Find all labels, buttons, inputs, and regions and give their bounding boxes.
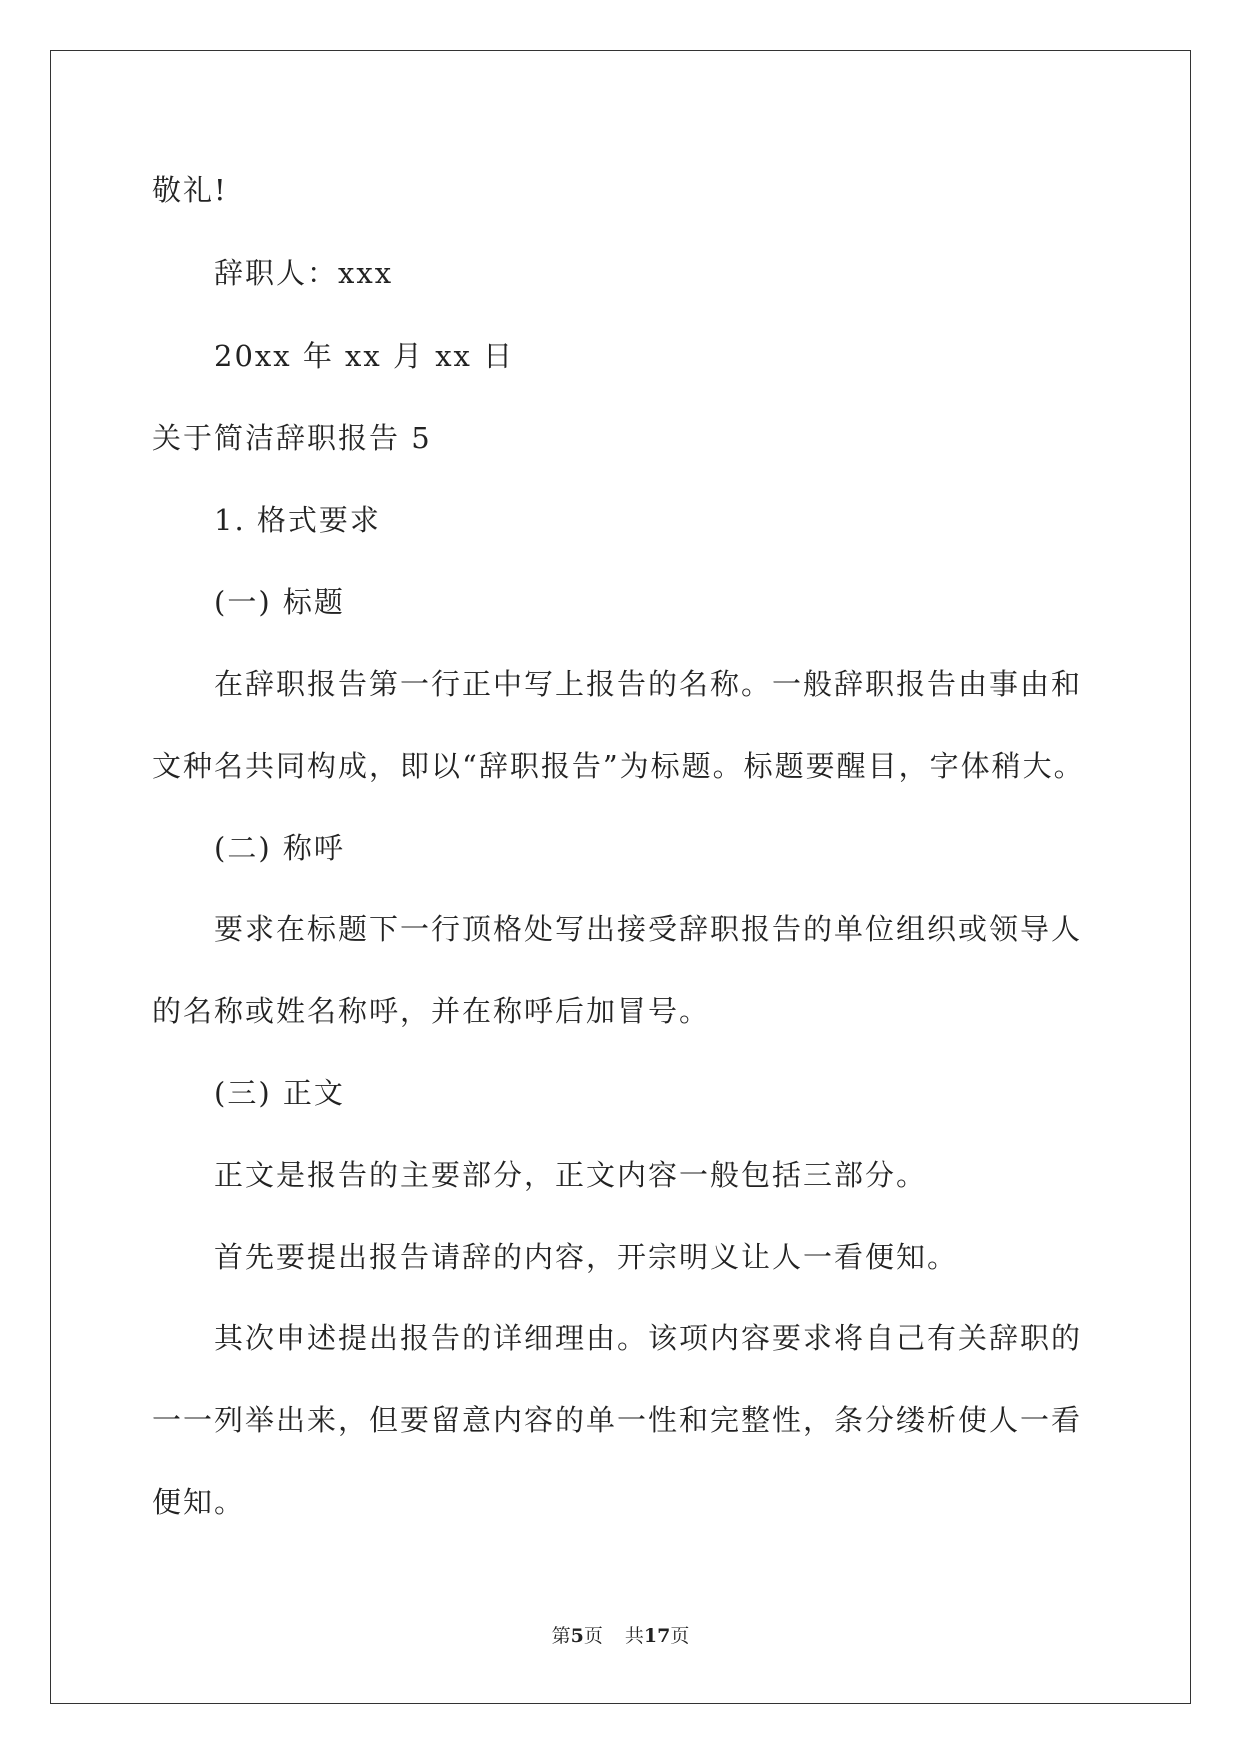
paragraph-line: 正文是报告的主要部分，正文内容一般包括三部分。 — [214, 1158, 928, 1192]
paragraph-line: 首先要提出报告请辞的内容，开宗明义让人一看便知。 — [214, 1240, 959, 1274]
paragraph-line: 文种名共同构成，即以“辞职报告”为标题。标题要醒目，字体稍大。 — [152, 749, 1085, 783]
footer-total-pages: 17 — [643, 1625, 671, 1647]
closing-salutation: 敬礼! — [152, 173, 228, 207]
page-footer — [0, 1624, 1241, 1648]
footer-page-number: 5 — [570, 1625, 584, 1647]
paragraph-line: 便知。 — [152, 1485, 246, 1519]
paragraph-line: 一一列举出来，但要留意内容的单一性和完整性，条分缕析使人一看 — [152, 1403, 1083, 1437]
footer-total-suffix: 页 — [670, 1625, 690, 1647]
paragraph-line: 在辞职报告第一行正中写上报告的名称。一般辞职报告由事由和 — [214, 667, 1083, 701]
subheading-salutation: (二) 称呼 — [214, 831, 345, 865]
paragraph-line: 要求在标题下一行顶格处写出接受辞职报告的单位组织或领导人 — [214, 912, 1083, 946]
paragraph-line: 其次申述提出报告的详细理由。该项内容要求将自己有关辞职的 — [214, 1321, 1083, 1355]
paragraph-line: 的名称或姓名称呼，并在称呼后加冒号。 — [152, 994, 711, 1028]
footer-page-suffix: 页 — [583, 1625, 603, 1647]
heading-format-requirements: 1. 格式要求 — [214, 503, 381, 537]
subheading-body: (三) 正文 — [214, 1076, 345, 1110]
section-title: 关于简洁辞职报告 5 — [152, 421, 432, 455]
footer-page-prefix: 第 — [551, 1625, 571, 1647]
page-border — [50, 50, 1191, 1704]
signer-line: 辞职人：xxx — [214, 256, 394, 290]
date-line: 20xx 年 xx 月 xx 日 — [214, 339, 515, 373]
subheading-title: (一) 标题 — [214, 585, 345, 619]
footer-total-prefix: 共 — [624, 1625, 644, 1647]
